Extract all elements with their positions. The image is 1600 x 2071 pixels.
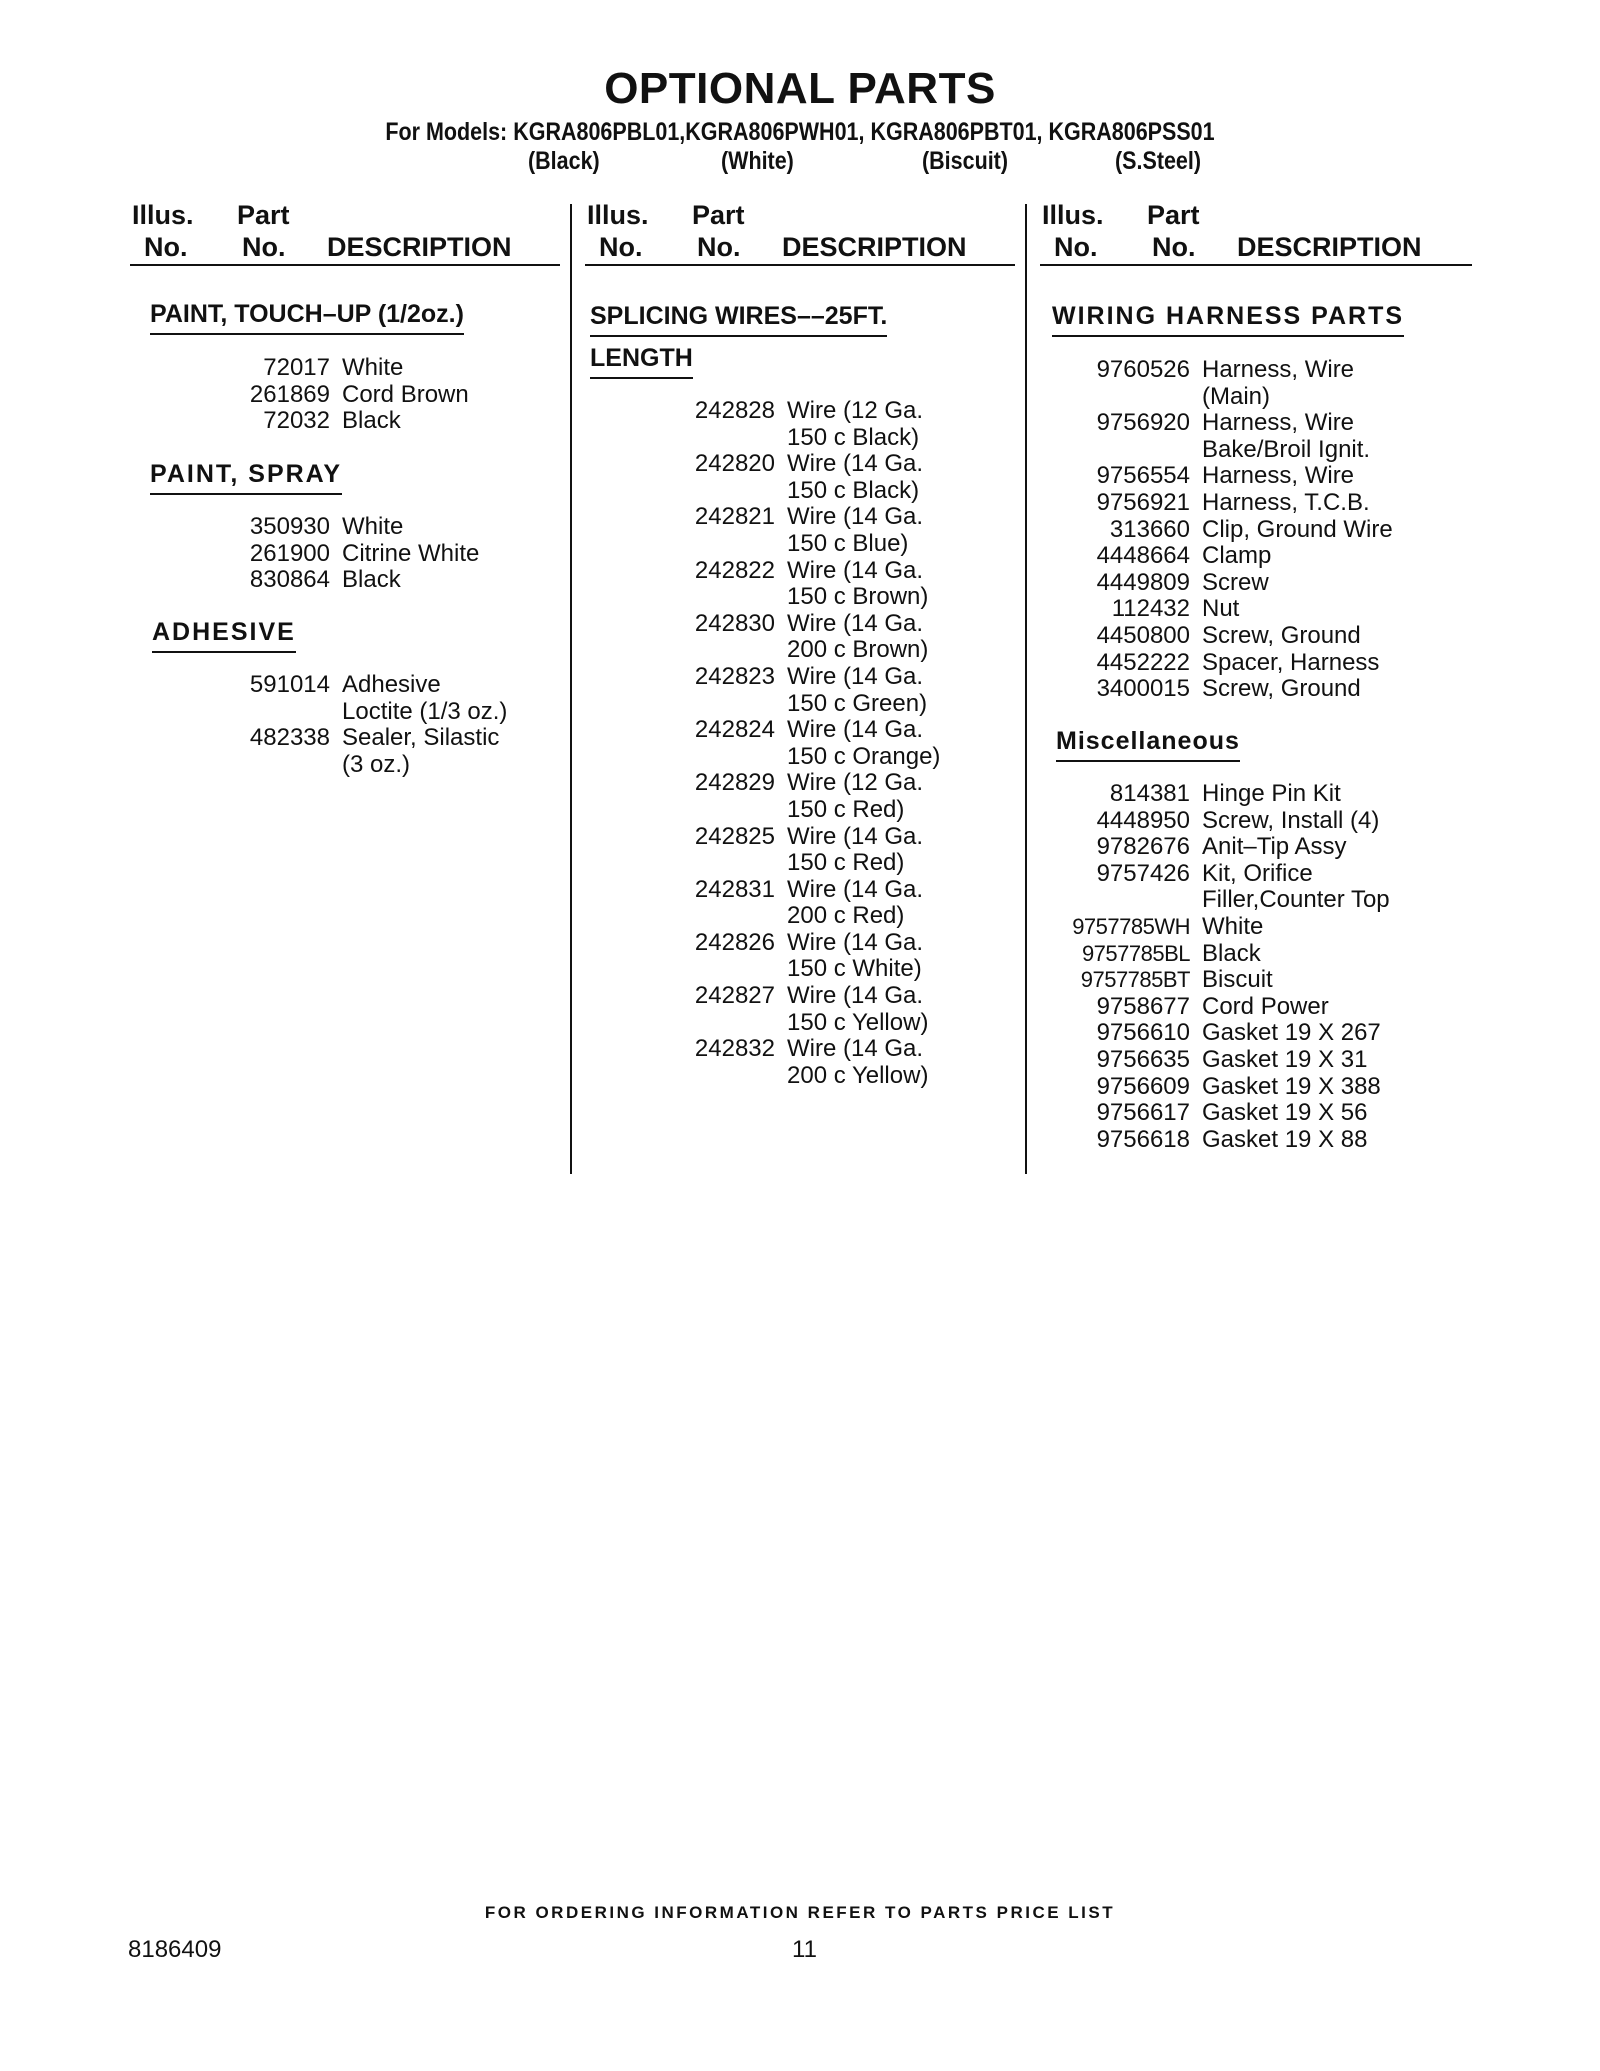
part-description: 150 c Orange) [787,742,941,770]
part-number-spacer [180,699,342,726]
part-number-spacer [625,637,787,664]
part-number-spacer [625,850,787,877]
part-description: Gasket 19 X 56 [1202,1099,1368,1127]
part-number: 9757785BT [1080,967,1190,993]
part-row [625,877,940,904]
part-description: Harness, Wire [1202,409,1355,437]
part-number: 9760526 [1096,356,1190,383]
part-description: Bake/Broil Ignit. [1202,435,1371,463]
section-list-wiring-harness [1040,357,1393,703]
part-description: Wire (14 Ga. [787,556,924,584]
header-description: DESCRIPTION [1237,232,1422,262]
part-number: 350930 [249,513,330,540]
part-description: Spacer, Harness [1202,648,1380,676]
part-row-continuation [1040,437,1393,464]
part-row [625,504,940,531]
part-number-spacer [1040,384,1202,411]
part-description: Cord Power [1202,992,1329,1020]
part-number: 72032 [263,407,330,435]
header-illus: Illus. [1042,200,1104,230]
part-number: 261900 [249,539,330,567]
part-description: Black [342,566,401,594]
header-description: DESCRIPTION [327,232,512,262]
part-description: Filler,Counter Top [1202,886,1390,914]
part-number: 313660 [1109,515,1190,543]
part-description: 150 c Brown) [787,583,929,611]
part-number: 242830 [694,609,775,637]
part-number-spacer [625,797,787,824]
part-row [1040,967,1390,994]
part-row [625,717,940,744]
part-row [625,770,940,797]
part-number: 261869 [249,380,330,408]
part-number-spacer [625,478,787,505]
part-row-continuation [625,903,940,930]
part-row-continuation [625,1010,940,1037]
part-description: Wire (14 Ga. [787,982,924,1010]
header-illus-no: No. [144,232,188,262]
part-number: 4449809 [1096,568,1190,596]
part-number: 242829 [694,769,775,797]
part-description: Screw, Install (4) [1202,806,1380,834]
part-number: 482338 [249,724,330,752]
part-description: 150 c Red) [787,849,905,877]
part-row [625,558,940,585]
part-description: Black [342,407,401,435]
part-number-spacer [625,1063,787,1090]
part-number-spacer [1040,437,1202,464]
part-row [180,514,479,541]
part-row [180,541,479,568]
part-row-continuation [180,699,507,726]
document-number: 8186409 [128,1936,222,1963]
section-title-miscellaneous: Miscellaneous [1056,727,1240,762]
part-description: Black [1202,939,1261,967]
part-description: Wire (14 Ga. [787,609,924,637]
header-part-no: No. [242,232,286,262]
part-number: 4450800 [1096,621,1190,649]
part-number: 591014 [249,671,330,698]
part-row [1040,1074,1390,1101]
part-number: 242820 [694,450,775,478]
header-part: Part [692,200,745,230]
part-row [1040,570,1393,597]
part-row [1040,463,1393,490]
part-description: White [342,354,404,381]
section-list-paint-spray [180,514,479,594]
part-number-spacer [625,584,787,611]
part-number: 4452222 [1096,648,1190,676]
part-number: 4448950 [1096,806,1190,834]
part-number: 830864 [249,566,330,594]
part-row-continuation [625,744,940,771]
part-description: Screw, Ground [1202,675,1361,703]
section-title-splicing-wires: SPLICING WIRES––25FT. [590,302,887,337]
part-description: Sealer, Silastic [342,724,500,752]
part-description: Wire (14 Ga. [787,450,924,478]
part-row [625,1036,940,1063]
part-number: 242827 [694,982,775,1010]
part-number: 242826 [694,928,775,956]
header-description: DESCRIPTION [782,232,967,262]
part-number: 9756921 [1096,488,1190,516]
part-description: Wire (14 Ga. [787,716,924,744]
part-row-continuation [625,691,940,718]
part-number: 242821 [694,503,775,531]
part-number: 242831 [694,875,775,903]
part-number-spacer [180,752,342,779]
part-row-continuation [625,956,940,983]
page-title: OPTIONAL PARTS [604,64,996,113]
part-description: Loctite (1/3 oz.) [342,697,508,725]
part-number-spacer [625,744,787,771]
part-row [180,672,507,699]
part-number: 112432 [1111,595,1190,623]
part-row [1040,623,1393,650]
part-description: 150 c Green) [787,689,928,717]
part-row [1040,676,1393,703]
column-divider-1 [570,204,572,1174]
part-description: Screw [1202,568,1269,596]
part-row [1040,861,1390,888]
part-row-continuation [1040,887,1390,914]
section-list-splicing-wires [625,398,940,1089]
header-rule [130,264,560,266]
part-description: Gasket 19 X 31 [1202,1045,1368,1073]
part-row-continuation [625,531,940,558]
part-description: White [342,513,404,540]
header-part-no: No. [697,232,741,262]
part-row [625,398,940,425]
part-description: 200 c Brown) [787,636,929,664]
part-description: Wire (14 Ga. [787,503,924,531]
part-row-continuation [625,850,940,877]
part-row [1040,914,1390,941]
header-illus-no: No. [599,232,643,262]
part-description: 150 c Red) [787,795,905,823]
part-description: 150 c Yellow) [787,1008,929,1036]
part-row [1040,357,1393,384]
part-description: 150 c Black) [787,476,920,504]
part-number: 9757426 [1096,859,1190,887]
part-row [1040,596,1393,623]
part-number: 9757785BL [1081,940,1190,966]
part-row [1040,517,1393,544]
part-row [180,567,479,594]
part-row [1040,994,1390,1021]
part-description: Kit, Orifice [1202,859,1313,887]
section-title-paint-touchup: PAINT, TOUCH–UP (1/2oz.) [150,300,464,335]
part-description: Wire (14 Ga. [787,822,924,850]
part-number: 9756609 [1096,1072,1190,1100]
part-description: Clip, Ground Wire [1202,515,1393,543]
part-number: 9756920 [1096,409,1190,437]
part-description: Clamp [1202,542,1272,570]
part-number: 9756554 [1096,462,1190,490]
part-row-continuation [180,752,507,779]
part-description: Hinge Pin Kit [1202,780,1341,807]
part-number: 4448664 [1096,542,1190,570]
part-description: 150 c Black) [787,423,920,451]
part-row [1040,490,1393,517]
part-row-continuation [625,584,940,611]
part-row-continuation [625,637,940,664]
part-description: 150 c White) [787,955,922,983]
part-row [1040,1127,1390,1154]
part-row [1040,781,1390,808]
section-list-paint-touchup [180,355,469,435]
part-description: 200 c Red) [787,902,905,930]
part-description: Gasket 19 X 267 [1202,1019,1381,1047]
part-description: Harness, Wire [1202,462,1355,490]
part-row [1040,1100,1390,1127]
part-description: Harness, Wire [1202,356,1355,383]
part-row [180,382,469,409]
section-title-splicing-wires-length: LENGTH [590,344,693,379]
part-number: 9758677 [1096,992,1190,1020]
part-row [1040,543,1393,570]
part-number-spacer [1040,887,1202,914]
part-description: 150 c Blue) [787,529,909,557]
part-description: Wire (12 Ga. [787,397,924,424]
part-row [625,451,940,478]
part-number: 9756610 [1096,1019,1190,1047]
models-line: For Models: KGRA806PBL01,KGRA806PWH01, KGRA806PBT01, KGRA806PSS01 [385,118,1215,146]
part-number: 9757785WH [1072,913,1190,939]
finish-white: (White) [721,147,794,175]
part-number: 242824 [694,716,775,744]
header-illus: Illus. [587,200,649,230]
column-header-1 [130,200,560,266]
column-header-3 [1040,200,1472,266]
part-row [625,824,940,851]
part-number-spacer [625,531,787,558]
part-number-spacer [625,691,787,718]
part-number-spacer [625,903,787,930]
part-description: Adhesive [342,671,441,698]
part-number: 242823 [694,662,775,690]
part-number: 242832 [694,1035,775,1063]
section-title-paint-spray: PAINT, SPRAY [150,460,342,495]
part-description: Wire (14 Ga. [787,928,924,956]
finish-steel: (S.Steel) [1115,147,1202,175]
section-title-wiring-harness: WIRING HARNESS PARTS [1052,302,1404,337]
part-row-continuation [625,797,940,824]
part-number: 9782676 [1096,833,1190,861]
part-number: 814381 [1109,780,1190,807]
part-row [1040,808,1390,835]
part-row [180,408,469,435]
part-row-continuation [625,478,940,505]
part-description: Biscuit [1202,966,1273,994]
part-row [1040,834,1390,861]
part-number: 9756617 [1096,1099,1190,1127]
part-row [625,930,940,957]
part-description: (3 oz.) [342,750,411,778]
ordering-note: FOR ORDERING INFORMATION REFER TO PARTS PRICE LIST [484,1903,1116,1922]
part-description: Wire (12 Ga. [787,769,924,797]
part-number: 9756618 [1096,1125,1190,1153]
header-part-no: No. [1152,232,1196,262]
part-description: Citrine White [342,539,480,567]
header-illus-no: No. [1054,232,1098,262]
part-description: White [1202,912,1264,940]
part-number: 242828 [694,397,775,424]
part-description: Gasket 19 X 88 [1202,1125,1368,1153]
part-row [1040,1047,1390,1074]
part-number: 9756635 [1096,1045,1190,1073]
section-title-adhesive: ADHESIVE [152,618,296,653]
section-list-adhesive [180,672,507,778]
part-row [625,664,940,691]
part-description: 200 c Yellow) [787,1061,929,1089]
part-row [1040,650,1393,677]
part-description: Cord Brown [342,380,469,408]
header-part: Part [237,200,290,230]
part-row-continuation [625,1063,940,1090]
part-description: Wire (14 Ga. [787,662,924,690]
part-description: Wire (14 Ga. [787,875,924,903]
header-rule [1040,264,1472,266]
column-header-2 [585,200,1015,266]
part-number-spacer [625,956,787,983]
part-number-spacer [625,425,787,452]
part-number: 242825 [694,822,775,850]
finish-biscuit: (Biscuit) [922,147,1008,175]
part-number: 72017 [263,354,330,381]
part-row [625,983,940,1010]
header-part: Part [1147,200,1200,230]
part-row [1040,1020,1390,1047]
part-number-spacer [625,1010,787,1037]
part-description: Anit–Tip Assy [1202,833,1347,861]
part-description: Gasket 19 X 388 [1202,1072,1381,1100]
part-description: Wire (14 Ga. [787,1035,924,1063]
part-row [625,611,940,638]
part-description: Nut [1202,595,1240,623]
part-row [1040,941,1390,968]
finish-black: (Black) [528,147,600,175]
part-row-continuation [1040,384,1393,411]
part-description: Harness, T.C.B. [1202,488,1370,516]
part-description: Screw, Ground [1202,621,1361,649]
column-divider-2 [1025,204,1027,1174]
header-illus: Illus. [132,200,194,230]
part-row [180,725,507,752]
page-number: 11 [792,1936,817,1963]
section-list-miscellaneous [1040,781,1390,1153]
header-rule [585,264,1015,266]
part-row [1040,410,1393,437]
part-row-continuation [625,425,940,452]
part-number: 242822 [694,556,775,584]
part-number: 3400015 [1096,675,1190,703]
part-row [180,355,469,382]
part-description: (Main) [1202,382,1271,410]
